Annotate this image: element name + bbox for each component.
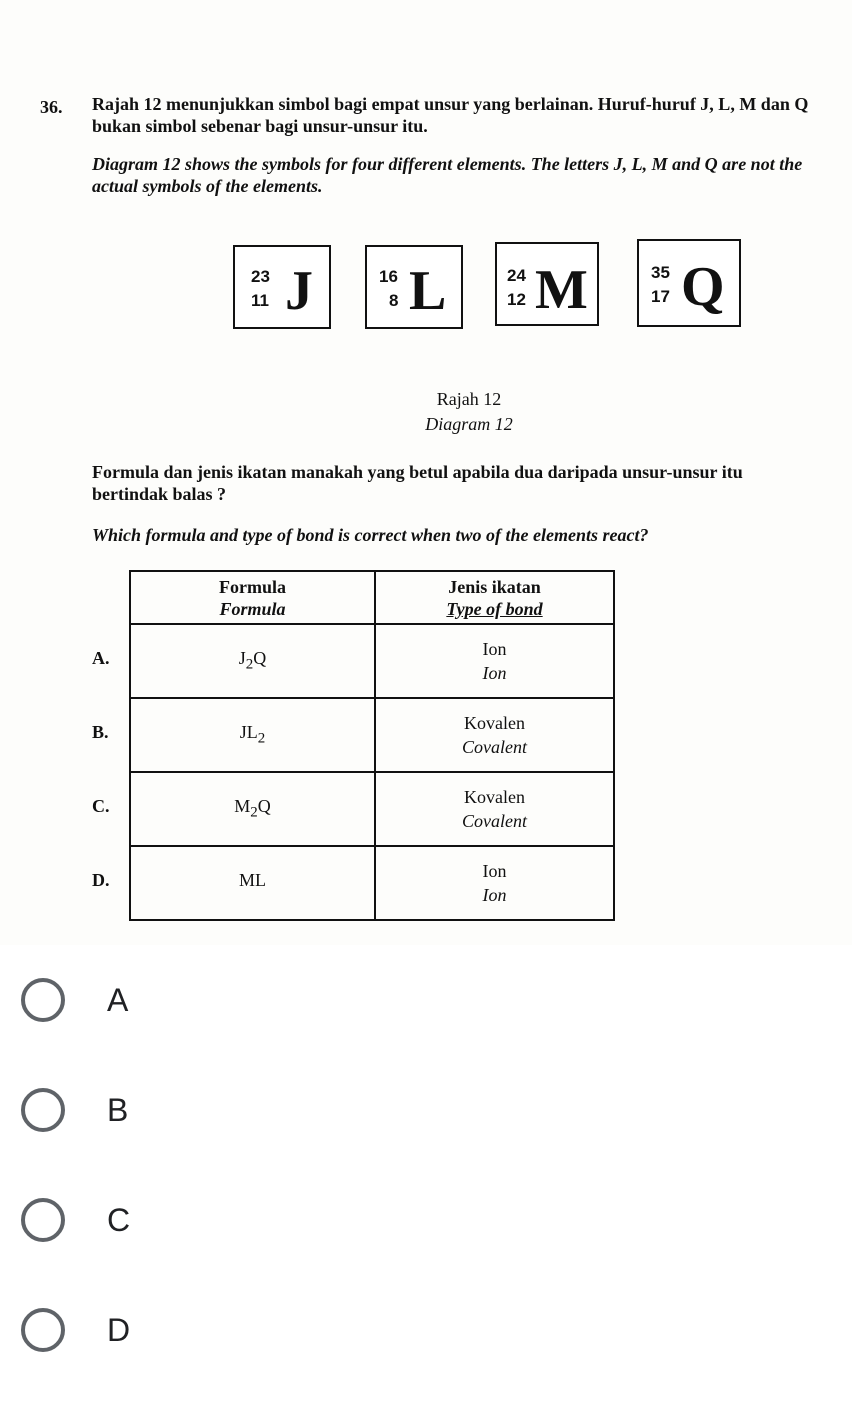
intro-english: Diagram 12 shows the symbols for four different elements. The letters J, L, M and Q are not the actual symbols of the elements. <box>92 154 803 196</box>
answer-table <box>129 570 615 921</box>
option-b[interactable] <box>20 1082 128 1138</box>
question-number: 36. <box>40 97 63 117</box>
mass-number: 35 <box>651 263 670 282</box>
formula-cell: $M_2Q$ <box>130 772 375 846</box>
option-label: B <box>107 1091 129 1128</box>
bond-cell: Kovalen Covalent <box>375 772 614 846</box>
bond-cell: Ion Ion <box>375 624 614 698</box>
atomic-number: 12 <box>507 290 526 309</box>
mass-number: 23 <box>251 267 270 286</box>
radio-button-icon[interactable] <box>21 1198 65 1242</box>
option-c[interactable] <box>20 1192 130 1248</box>
atomic-number: 17 <box>651 287 670 306</box>
option-d[interactable] <box>20 1302 130 1358</box>
radio-button-icon[interactable] <box>21 1088 65 1132</box>
element-letter: Q <box>681 256 725 318</box>
bond-cell: Ion Ion <box>375 846 614 920</box>
table-row <box>130 772 614 846</box>
option-label: C <box>107 1201 131 1238</box>
element-symbol-l <box>365 245 463 329</box>
option-a[interactable] <box>20 972 128 1028</box>
table-header-row <box>130 571 614 624</box>
radio-button-icon[interactable] <box>21 978 65 1022</box>
formula-cell: ML <box>130 846 375 920</box>
atomic-number: 11 <box>251 291 269 310</box>
element-symbol-q <box>637 239 741 327</box>
intro-malay: Rajah 12 menunjukkan simbol bagi empat unsur yang berlainan. Huruf-huruf J, L, M dan Q bukan simbol sebenar bagi unsur-unsur itu. <box>92 94 809 136</box>
element-symbol-m <box>495 242 599 326</box>
atomic-number: 8 <box>389 291 399 310</box>
row-label-c: C. <box>92 796 110 816</box>
row-label-d: D. <box>92 870 110 890</box>
prompt-english: Which formula and type of bond is correct when two of the elements react? <box>92 525 649 545</box>
element-symbol-j <box>233 245 331 329</box>
table-row <box>130 698 614 772</box>
header-bond-type: Jenis ikatan Type of bond <box>375 571 614 624</box>
element-letter: M <box>535 259 588 321</box>
option-label: A <box>107 981 129 1018</box>
table-row <box>130 624 614 698</box>
diagram-caption-english: Diagram 12 <box>425 414 513 434</box>
diagram-caption-malay: Rajah 12 <box>436 389 502 409</box>
row-label-a: A. <box>92 648 110 668</box>
mass-number: 24 <box>507 266 526 285</box>
element-letter: L <box>409 260 447 322</box>
table-row <box>130 846 614 920</box>
radio-button-icon[interactable] <box>21 1308 65 1352</box>
row-label-b: B. <box>92 722 109 742</box>
formula-cell: $JL_2$ <box>130 698 375 772</box>
element-letter: J <box>285 260 313 322</box>
prompt-malay: Formula dan jenis ikatan manakah yang betul apabila dua daripada unsur-unsur itu bertindak balas ? <box>92 462 743 504</box>
option-label: D <box>107 1311 131 1348</box>
bond-cell: Kovalen Covalent <box>375 698 614 772</box>
formula-cell: $J_2Q$ <box>130 624 375 698</box>
mass-number: 16 <box>379 267 398 286</box>
header-formula: Formula Formula <box>130 571 375 624</box>
